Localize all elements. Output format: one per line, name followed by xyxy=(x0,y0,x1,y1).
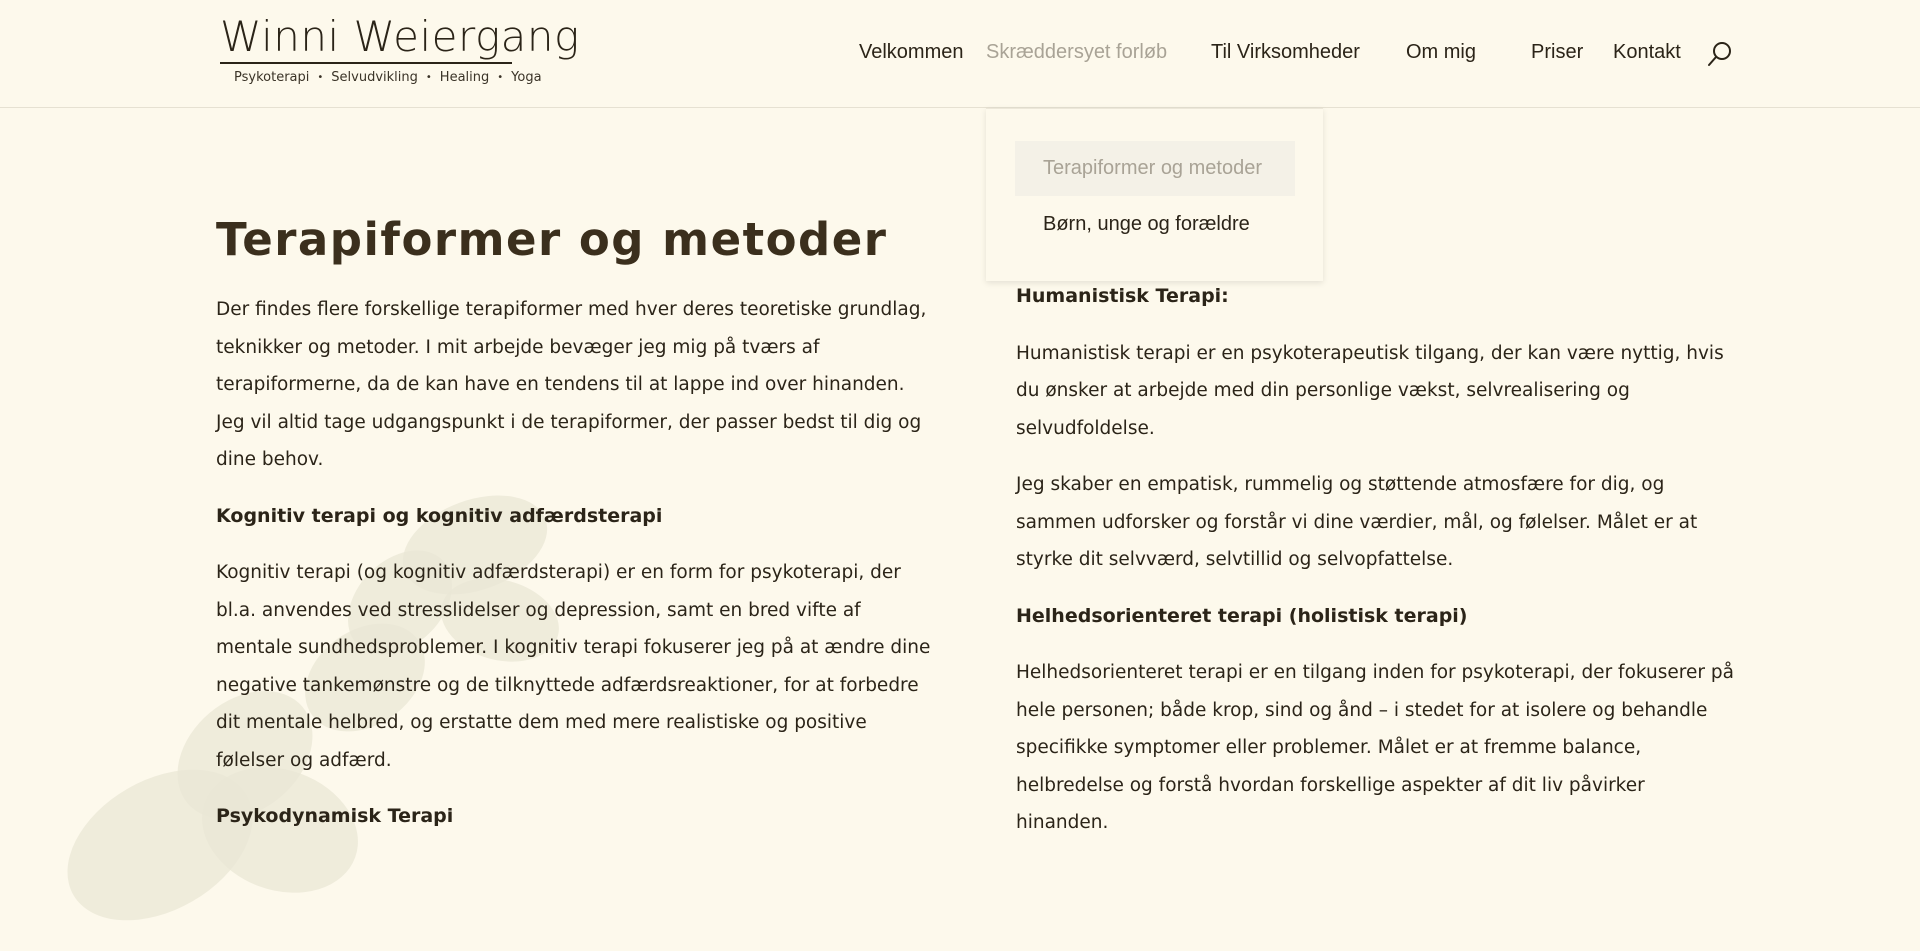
section-heading-psykodynamisk: Psykodynamisk Terapi xyxy=(216,805,454,827)
logo-name: Winni Weiergang xyxy=(220,12,580,61)
bullet-icon: • xyxy=(425,72,432,83)
section-text-kognitiv: Kognitiv terapi (og kognitiv adfærdsterapi) er en form for psykoterapi, der bl.a. anvendes ved stresslidelser og depression, samt en bred vifte af mentale sundhedsproblemer. I kognitiv terapi fokuserer jeg på at ændre dine negative tankemønstre og de tilknyttede adfærdsreaktioner, for at forbedre dit mentale helbred, og erstatte dem med mere realistiske og positive følelser og adfærd. xyxy=(216,562,931,771)
dropdown-item-boern-unge[interactable]: Børn, unge og forældre xyxy=(1043,213,1250,235)
tagline-item: Psykoterapi xyxy=(234,70,310,85)
nav-velkommen[interactable]: Velkommen xyxy=(859,41,964,63)
tagline-item: Yoga xyxy=(511,70,542,85)
section-heading-kognitiv: Kognitiv terapi og kognitiv adfærdsterapi xyxy=(216,504,663,527)
section-heading-humanistisk: Humanistisk Terapi: xyxy=(1016,285,1229,307)
dropdown-item-terapiformer[interactable]: Terapiformer og metoder xyxy=(1015,141,1295,196)
section-text-helhedsorienteret: Helhedsorienteret terapi er en tilgang inden for psykoterapi, der fokuserer på hele personen; både krop, sind og ånd – i stedet for at isolere og behandle specifikke symptomer eller problemer. Målet er at fremme balance, helbredelse og forstå hvordan forskellige aspekter af dit liv påvirker hinanden. xyxy=(1016,662,1734,833)
intro-paragraph: Der findes flere forskellige terapiformer med hver deres teoretiske grundlag, teknikker og metoder. I mit arbejde bevæger jeg mig på tværs af terapiformerne, da de kan have en tendens til at lappe ind over hinanden. Jeg vil altid tage udgangspunkt i de terapiformer, der passer bedst til dig og dine behov. xyxy=(216,299,927,470)
section-text-humanistisk-1: Humanistisk terapi er en psykoterapeutisk tilgang, der kan være nyttig, hvis du ønsker at arbejde med din personlige vækst, selvrealisering og selvudfoldelse. xyxy=(1016,342,1724,439)
nav-dropdown-menu xyxy=(986,108,1323,281)
search-icon[interactable] xyxy=(1706,40,1734,68)
section-text-humanistisk-2: Jeg skaber en empatisk, rummelig og støttende atmosfære for dig, og sammen udforsker og forstår vi dine værdier, mål, og følelser. Målet er at styrke dit selvværd, selvtillid og selvopfattelse. xyxy=(1016,474,1698,570)
nav-priser[interactable]: Priser xyxy=(1531,41,1584,63)
content-right-column xyxy=(1016,278,1736,842)
page-title: Terapiformer og metoder xyxy=(216,213,888,266)
logo-tagline xyxy=(220,70,542,85)
nav-om-mig[interactable]: Om mig xyxy=(1406,41,1476,63)
nav-skraeddersyet-forloeb[interactable]: Skræddersyet forløb xyxy=(986,41,1168,63)
logo[interactable] xyxy=(220,12,580,85)
logo-underline xyxy=(220,62,512,64)
bullet-icon: • xyxy=(497,72,504,83)
nav-til-virksomheder[interactable]: Til Virksomheder xyxy=(1211,41,1360,63)
tagline-item: Healing xyxy=(439,70,490,85)
nav-kontakt[interactable]: Kontakt xyxy=(1613,41,1681,63)
section-heading-helhedsorienteret: Helhedsorienteret terapi (holistisk terapi) xyxy=(1016,604,1468,627)
content-left-column xyxy=(216,210,938,836)
tagline-item: Selvudvikling xyxy=(331,70,418,85)
bullet-icon: • xyxy=(317,72,324,83)
site-header xyxy=(0,0,1920,108)
